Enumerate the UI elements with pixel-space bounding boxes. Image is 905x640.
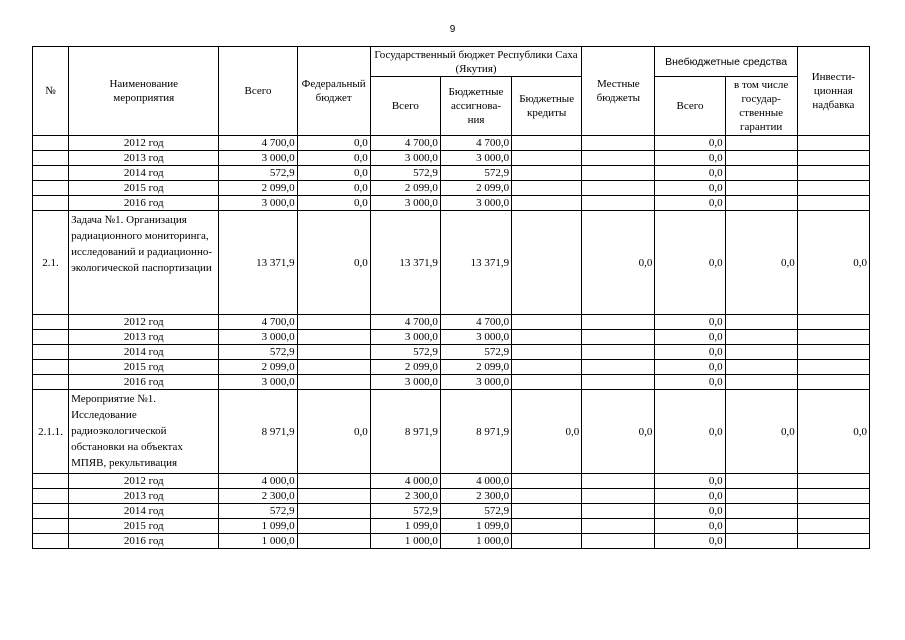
cell-state-total: 4 000,0 — [370, 474, 440, 489]
cell-total: 2 300,0 — [219, 489, 297, 504]
cell-offbudget-guar — [725, 345, 797, 360]
table-body — [33, 136, 870, 549]
row-number — [33, 315, 69, 330]
cell-federal: 0,0 — [297, 136, 370, 151]
cell-offbudget-guar: 0,0 — [725, 211, 797, 315]
header-state-alloc: Бюджетные ассигнова-ния — [440, 77, 511, 136]
row-year: 2012 год — [69, 474, 219, 489]
cell-federal — [297, 375, 370, 390]
cell-invest — [797, 375, 869, 390]
cell-offbudget-total: 0,0 — [655, 181, 725, 196]
cell-local — [582, 534, 655, 549]
cell-state-credits — [512, 211, 582, 315]
row-year: 2014 год — [69, 345, 219, 360]
year-row — [33, 360, 870, 375]
cell-local — [582, 360, 655, 375]
cell-offbudget-guar — [725, 489, 797, 504]
cell-offbudget-guar — [725, 330, 797, 345]
cell-state-total: 8 971,9 — [370, 390, 440, 474]
cell-state-credits — [512, 151, 582, 166]
row-number — [33, 360, 69, 375]
cell-offbudget-total: 0,0 — [655, 489, 725, 504]
cell-offbudget-guar — [725, 151, 797, 166]
cell-state-alloc: 2 099,0 — [440, 181, 511, 196]
row-number — [33, 345, 69, 360]
cell-federal — [297, 534, 370, 549]
cell-offbudget-total: 0,0 — [655, 196, 725, 211]
cell-federal — [297, 360, 370, 375]
year-row — [33, 519, 870, 534]
cell-federal — [297, 489, 370, 504]
cell-state-alloc: 3 000,0 — [440, 375, 511, 390]
cell-offbudget-guar — [725, 196, 797, 211]
cell-state-credits — [512, 196, 582, 211]
row-number — [33, 136, 69, 151]
cell-local — [582, 375, 655, 390]
cell-local: 0,0 — [582, 390, 655, 474]
cell-invest — [797, 360, 869, 375]
cell-state-total: 2 099,0 — [370, 181, 440, 196]
cell-state-alloc: 1 000,0 — [440, 534, 511, 549]
cell-total: 8 971,9 — [219, 390, 297, 474]
cell-total: 2 099,0 — [219, 360, 297, 375]
cell-federal — [297, 345, 370, 360]
cell-state-alloc: 1 099,0 — [440, 519, 511, 534]
section-title-row — [33, 390, 870, 474]
cell-offbudget-total: 0,0 — [655, 211, 725, 315]
row-number: 2.1.1. — [33, 390, 69, 474]
year-row — [33, 315, 870, 330]
cell-state-alloc: 4 700,0 — [440, 136, 511, 151]
header-no: № — [33, 47, 69, 136]
cell-state-total: 13 371,9 — [370, 211, 440, 315]
cell-state-total: 2 099,0 — [370, 360, 440, 375]
cell-local — [582, 166, 655, 181]
cell-invest: 0,0 — [797, 211, 869, 315]
row-name: Задача №1. Организация радиационного мониторинга, исследований и радиационно-экологической паспортизации — [69, 211, 219, 315]
row-year: 2016 год — [69, 534, 219, 549]
row-year: 2013 год — [69, 330, 219, 345]
cell-federal: 0,0 — [297, 151, 370, 166]
cell-federal: 0,0 — [297, 166, 370, 181]
cell-total: 13 371,9 — [219, 211, 297, 315]
cell-state-total: 3 000,0 — [370, 151, 440, 166]
cell-state-credits — [512, 489, 582, 504]
cell-state-credits — [512, 345, 582, 360]
cell-offbudget-total: 0,0 — [655, 151, 725, 166]
cell-local — [582, 345, 655, 360]
table-header — [33, 47, 870, 136]
section-title-row — [33, 211, 870, 315]
cell-federal — [297, 474, 370, 489]
header-name: Наименование мероприятия — [69, 47, 219, 136]
cell-total: 4 000,0 — [219, 474, 297, 489]
header-local: Местные бюджеты — [582, 47, 655, 136]
cell-invest — [797, 345, 869, 360]
row-number — [33, 474, 69, 489]
header-state-total: Всего — [370, 77, 440, 136]
cell-total: 3 000,0 — [219, 330, 297, 345]
header-total: Всего — [219, 47, 297, 136]
row-number — [33, 196, 69, 211]
row-year: 2014 год — [69, 504, 219, 519]
cell-total: 4 700,0 — [219, 136, 297, 151]
cell-offbudget-guar: 0,0 — [725, 390, 797, 474]
cell-invest — [797, 330, 869, 345]
year-row — [33, 375, 870, 390]
cell-state-credits — [512, 315, 582, 330]
year-row — [33, 196, 870, 211]
cell-total: 2 099,0 — [219, 181, 297, 196]
cell-local — [582, 181, 655, 196]
row-number — [33, 504, 69, 519]
year-row — [33, 330, 870, 345]
cell-federal — [297, 504, 370, 519]
cell-local — [582, 519, 655, 534]
row-number — [33, 534, 69, 549]
header-invest: Инвести-ционная надбавка — [797, 47, 869, 136]
cell-state-credits — [512, 166, 582, 181]
cell-offbudget-guar — [725, 534, 797, 549]
row-number — [33, 181, 69, 196]
cell-state-credits — [512, 330, 582, 345]
row-year: 2012 год — [69, 315, 219, 330]
cell-total: 3 000,0 — [219, 151, 297, 166]
cell-offbudget-guar — [725, 504, 797, 519]
cell-state-total: 572,9 — [370, 504, 440, 519]
cell-state-credits: 0,0 — [512, 390, 582, 474]
cell-offbudget-total: 0,0 — [655, 315, 725, 330]
cell-federal — [297, 315, 370, 330]
header-state-credits: Бюджетные кредиты — [512, 77, 582, 136]
row-name: Мероприятие №1. Исследование радиоэкологической обстановки на объектах МПЯВ, рекультивация — [69, 390, 219, 474]
row-number: 2.1. — [33, 211, 69, 315]
year-row — [33, 474, 870, 489]
cell-local: 0,0 — [582, 211, 655, 315]
cell-state-total: 3 000,0 — [370, 375, 440, 390]
cell-offbudget-total: 0,0 — [655, 330, 725, 345]
row-number — [33, 489, 69, 504]
year-row — [33, 345, 870, 360]
cell-local — [582, 330, 655, 345]
cell-total: 572,9 — [219, 166, 297, 181]
header-offbudget-guar: в том числе государ-ственные гарантии — [725, 77, 797, 136]
cell-invest — [797, 489, 869, 504]
cell-invest: 0,0 — [797, 390, 869, 474]
cell-state-total: 4 700,0 — [370, 136, 440, 151]
year-row — [33, 181, 870, 196]
cell-state-alloc: 2 099,0 — [440, 360, 511, 375]
cell-state-total: 572,9 — [370, 345, 440, 360]
cell-state-alloc: 3 000,0 — [440, 151, 511, 166]
cell-federal: 0,0 — [297, 390, 370, 474]
cell-state-total: 4 700,0 — [370, 315, 440, 330]
row-number — [33, 375, 69, 390]
cell-invest — [797, 315, 869, 330]
cell-state-alloc: 4 000,0 — [440, 474, 511, 489]
cell-state-total: 1 099,0 — [370, 519, 440, 534]
row-number — [33, 151, 69, 166]
cell-invest — [797, 151, 869, 166]
cell-invest — [797, 474, 869, 489]
row-year: 2013 год — [69, 489, 219, 504]
cell-state-credits — [512, 181, 582, 196]
cell-invest — [797, 196, 869, 211]
row-year: 2015 год — [69, 360, 219, 375]
row-year: 2015 год — [69, 519, 219, 534]
cell-offbudget-total: 0,0 — [655, 534, 725, 549]
cell-offbudget-guar — [725, 315, 797, 330]
row-year: 2014 год — [69, 166, 219, 181]
cell-total: 572,9 — [219, 504, 297, 519]
cell-total: 1 099,0 — [219, 519, 297, 534]
cell-federal: 0,0 — [297, 211, 370, 315]
cell-total: 3 000,0 — [219, 196, 297, 211]
header-state-group: Государственный бюджет Республики Саха (Якутия) — [370, 47, 581, 77]
row-year: 2012 год — [69, 136, 219, 151]
cell-local — [582, 315, 655, 330]
cell-state-total: 3 000,0 — [370, 330, 440, 345]
cell-offbudget-total: 0,0 — [655, 504, 725, 519]
cell-offbudget-guar — [725, 360, 797, 375]
cell-state-total: 572,9 — [370, 166, 440, 181]
cell-local — [582, 474, 655, 489]
year-row — [33, 136, 870, 151]
cell-offbudget-guar — [725, 181, 797, 196]
cell-state-credits — [512, 519, 582, 534]
cell-total: 4 700,0 — [219, 315, 297, 330]
cell-federal: 0,0 — [297, 196, 370, 211]
cell-state-credits — [512, 360, 582, 375]
cell-state-alloc: 4 700,0 — [440, 315, 511, 330]
budget-table — [32, 46, 870, 549]
cell-invest — [797, 166, 869, 181]
cell-state-alloc: 3 000,0 — [440, 330, 511, 345]
cell-state-alloc: 3 000,0 — [440, 196, 511, 211]
cell-offbudget-total: 0,0 — [655, 390, 725, 474]
cell-total: 572,9 — [219, 345, 297, 360]
cell-state-alloc: 2 300,0 — [440, 489, 511, 504]
cell-state-credits — [512, 504, 582, 519]
header-offbudget-group: Внебюджетные средства — [655, 47, 797, 77]
cell-federal: 0,0 — [297, 181, 370, 196]
page-number: 9 — [449, 24, 456, 35]
header-offbudget-total: Всего — [655, 77, 725, 136]
cell-state-total: 2 300,0 — [370, 489, 440, 504]
cell-state-credits — [512, 136, 582, 151]
cell-state-credits — [512, 534, 582, 549]
row-number — [33, 166, 69, 181]
cell-state-alloc: 8 971,9 — [440, 390, 511, 474]
cell-offbudget-total: 0,0 — [655, 136, 725, 151]
cell-offbudget-total: 0,0 — [655, 474, 725, 489]
cell-state-alloc: 572,9 — [440, 504, 511, 519]
cell-total: 3 000,0 — [219, 375, 297, 390]
cell-offbudget-total: 0,0 — [655, 375, 725, 390]
cell-offbudget-total: 0,0 — [655, 345, 725, 360]
year-row — [33, 534, 870, 549]
row-year: 2016 год — [69, 196, 219, 211]
year-row — [33, 504, 870, 519]
row-year: 2015 год — [69, 181, 219, 196]
cell-local — [582, 151, 655, 166]
cell-offbudget-guar — [725, 375, 797, 390]
year-row — [33, 489, 870, 504]
cell-state-credits — [512, 375, 582, 390]
cell-total: 1 000,0 — [219, 534, 297, 549]
cell-invest — [797, 534, 869, 549]
cell-invest — [797, 519, 869, 534]
cell-invest — [797, 136, 869, 151]
cell-state-alloc: 13 371,9 — [440, 211, 511, 315]
row-year: 2013 год — [69, 151, 219, 166]
cell-offbudget-guar — [725, 136, 797, 151]
cell-federal — [297, 519, 370, 534]
cell-offbudget-total: 0,0 — [655, 360, 725, 375]
cell-local — [582, 136, 655, 151]
cell-offbudget-guar — [725, 519, 797, 534]
cell-federal — [297, 330, 370, 345]
cell-offbudget-total: 0,0 — [655, 166, 725, 181]
cell-invest — [797, 181, 869, 196]
cell-offbudget-guar — [725, 474, 797, 489]
row-number — [33, 330, 69, 345]
cell-local — [582, 196, 655, 211]
cell-invest — [797, 504, 869, 519]
cell-local — [582, 489, 655, 504]
cell-state-credits — [512, 474, 582, 489]
cell-local — [582, 504, 655, 519]
cell-state-total: 3 000,0 — [370, 196, 440, 211]
row-number — [33, 519, 69, 534]
year-row — [33, 151, 870, 166]
header-federal: Федеральный бюджет — [297, 47, 370, 136]
cell-state-alloc: 572,9 — [440, 166, 511, 181]
cell-offbudget-guar — [725, 166, 797, 181]
year-row — [33, 166, 870, 181]
cell-offbudget-total: 0,0 — [655, 519, 725, 534]
cell-state-total: 1 000,0 — [370, 534, 440, 549]
cell-state-alloc: 572,9 — [440, 345, 511, 360]
row-year: 2016 год — [69, 375, 219, 390]
